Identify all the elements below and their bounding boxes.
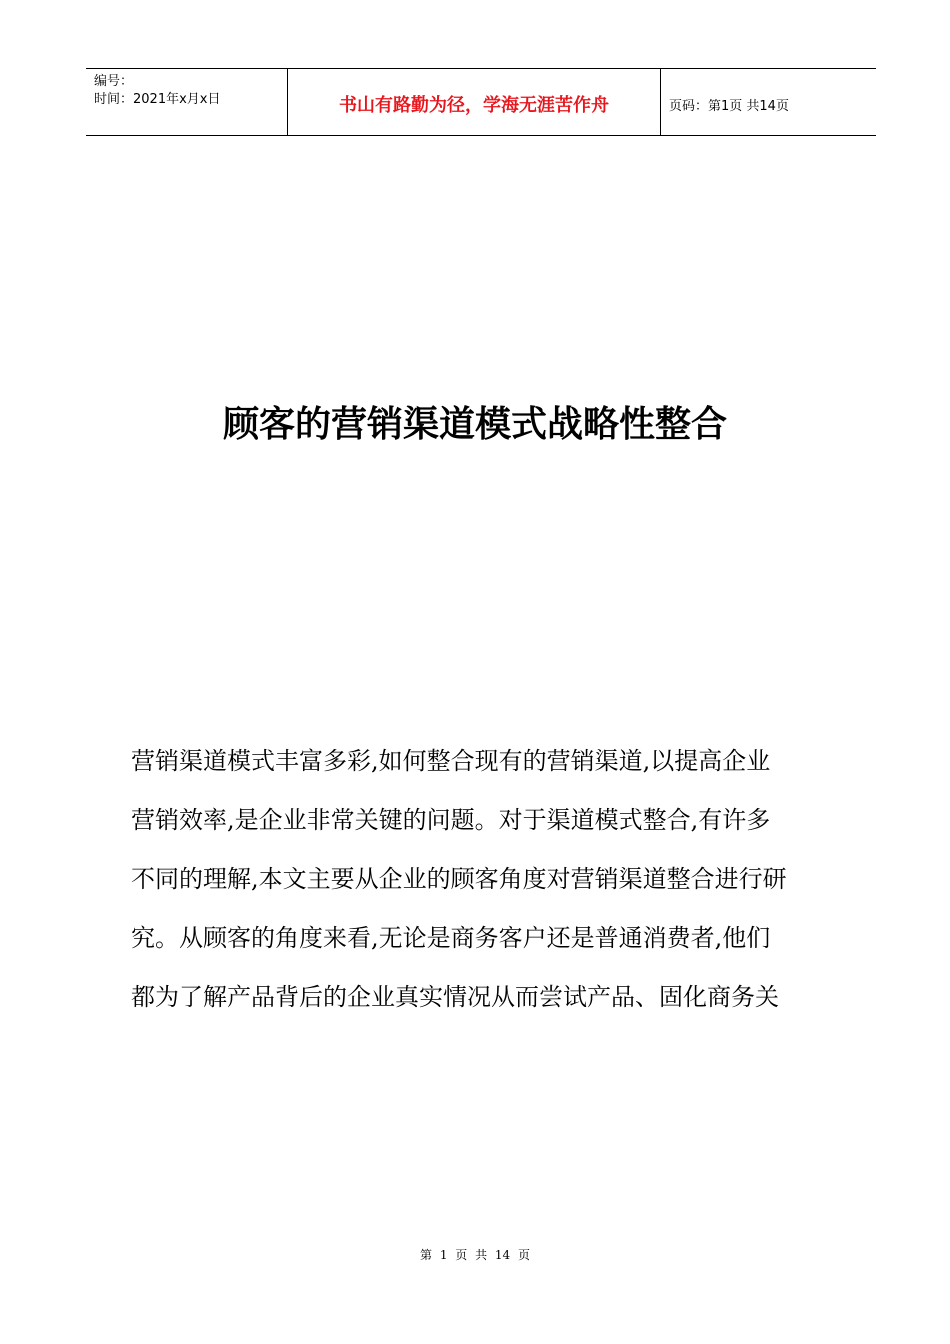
page-footer: 第 1 页 共 14 页 [420,1248,530,1262]
time-label: 时间：2021年x月x日 [94,92,221,107]
paragraph-line: 究。从顾客的角度来看,无论是商务客户还是普通消费者,他们 [131,924,771,952]
document-title: 顾客的营销渠道模式战略性整合 [222,403,727,445]
document-header [86,68,876,136]
body-paragraph [131,732,833,1027]
header-meta [86,69,287,135]
paragraph-line: 不同的理解,本文主要从企业的顾客角度对营销渠道整合进行研 [131,865,787,893]
number-label: 编号： [94,74,134,89]
paragraph-line: 营销效率,是企业非常关键的问题。对于渠道模式整合,有许多 [131,806,771,834]
header-motto: 书山有路勤为径，学海无涯苦作舟 [287,69,661,135]
paragraph-line: 营销渠道模式丰富多彩,如何整合现有的营销渠道,以提高企业 [131,747,771,775]
paragraph-line: 都为了解产品背后的企业真实情况从而尝试产品、固化商务关 [131,983,779,1011]
header-page-info: 页码：第1页 共14页 [669,98,789,114]
